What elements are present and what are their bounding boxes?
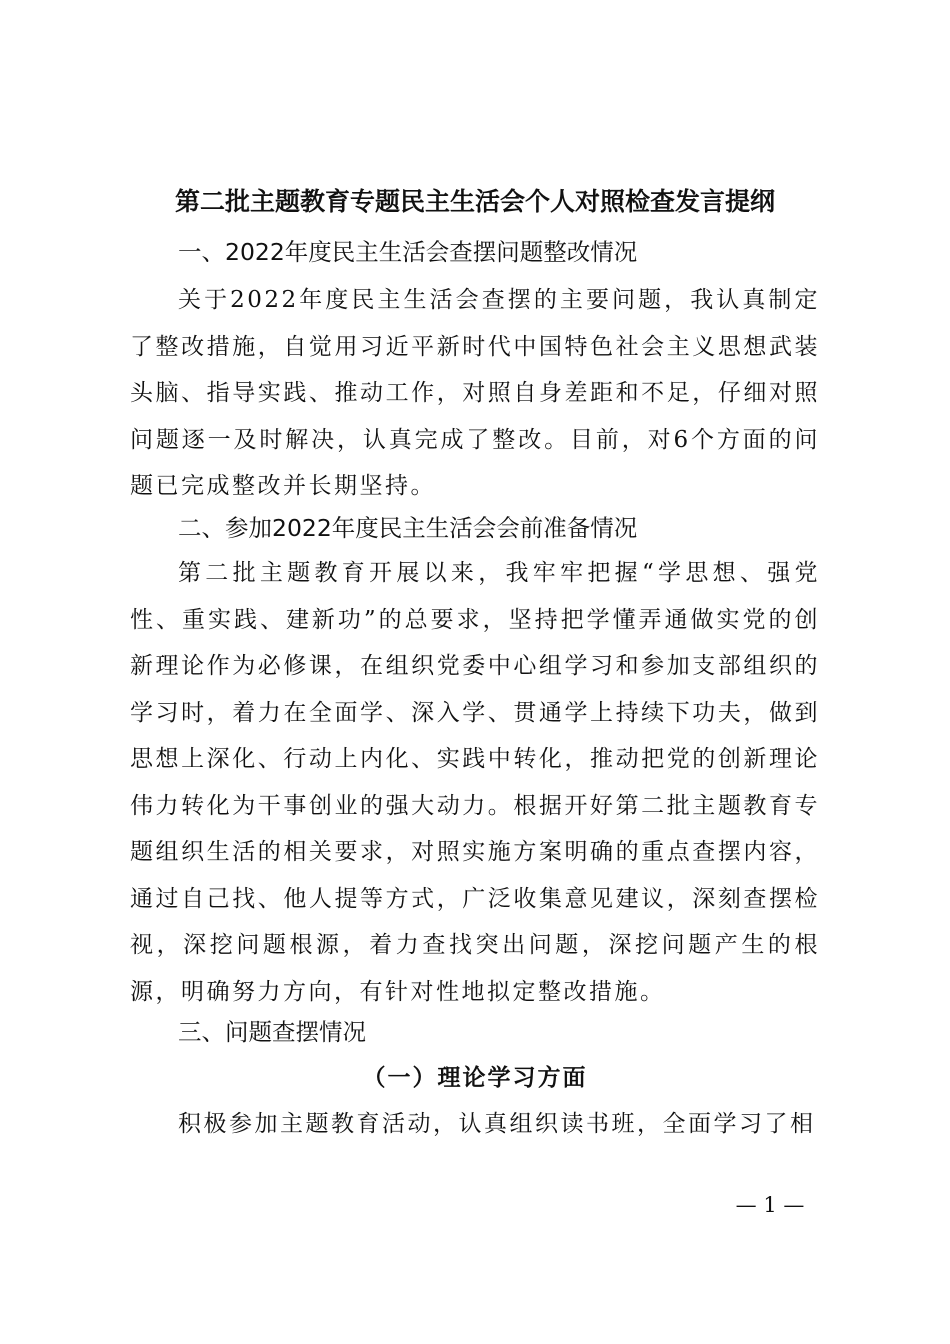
page-number: — 1 — (735, 1193, 805, 1217)
section-2-heading: 二、参加2022年度民主生活会会前准备情况 (178, 514, 638, 542)
document-title: 第二批主题教育专题民主生活会个人对照检查发言提纲 (174, 187, 775, 216)
section-3-heading: 三、问题查摆情况 (178, 1018, 366, 1046)
section-2-paragraph: 第二批主题教育开展以来，我牢牢把握“学思想、强党性、重实践、建新功”的总要求，坚持把学懂弄通做实党的创新理论作为必修课，在组织党委中心组学习和参加支部组织的学习时，着力在全面学、深入学、贯通学上持续下功夫，做到思想上深化、行动上内化、实践中转化，推动把党的创新理论伟力转化为干事创业的强大动力。根据开好第二批主题教育专题组织生活的相关要求，对照实施方案明确的重点查摆内容，通过自己找、他人提等方式，广泛收集意见建议，深刻查摆检视，深挖问题根源，着力查找突出问题，深挖问题产生的根源，明确努力方向，有针对性地拟定整改措施。 (130, 560, 820, 1005)
section-3-paragraph: 积极参加主题教育活动，认真组织读书班，全面学习了相 (178, 1111, 816, 1137)
section-1-heading: 一、2022年度民主生活会查摆问题整改情况 (178, 238, 638, 266)
section-1-paragraph: 关于2022年度民主生活会查摆的主要问题，我认真制定了整改措施，自觉用习近平新时代中国特色社会主义思想武装头脑、指导实践、推动工作，对照自身差距和不足，仔细对照问题逐一及时解决，认真完成了整改。目前，对6个方面的问题已完成整改并长期坚持。 (130, 287, 820, 499)
section-3-subheading: （一）理论学习方面 (362, 1064, 588, 1091)
